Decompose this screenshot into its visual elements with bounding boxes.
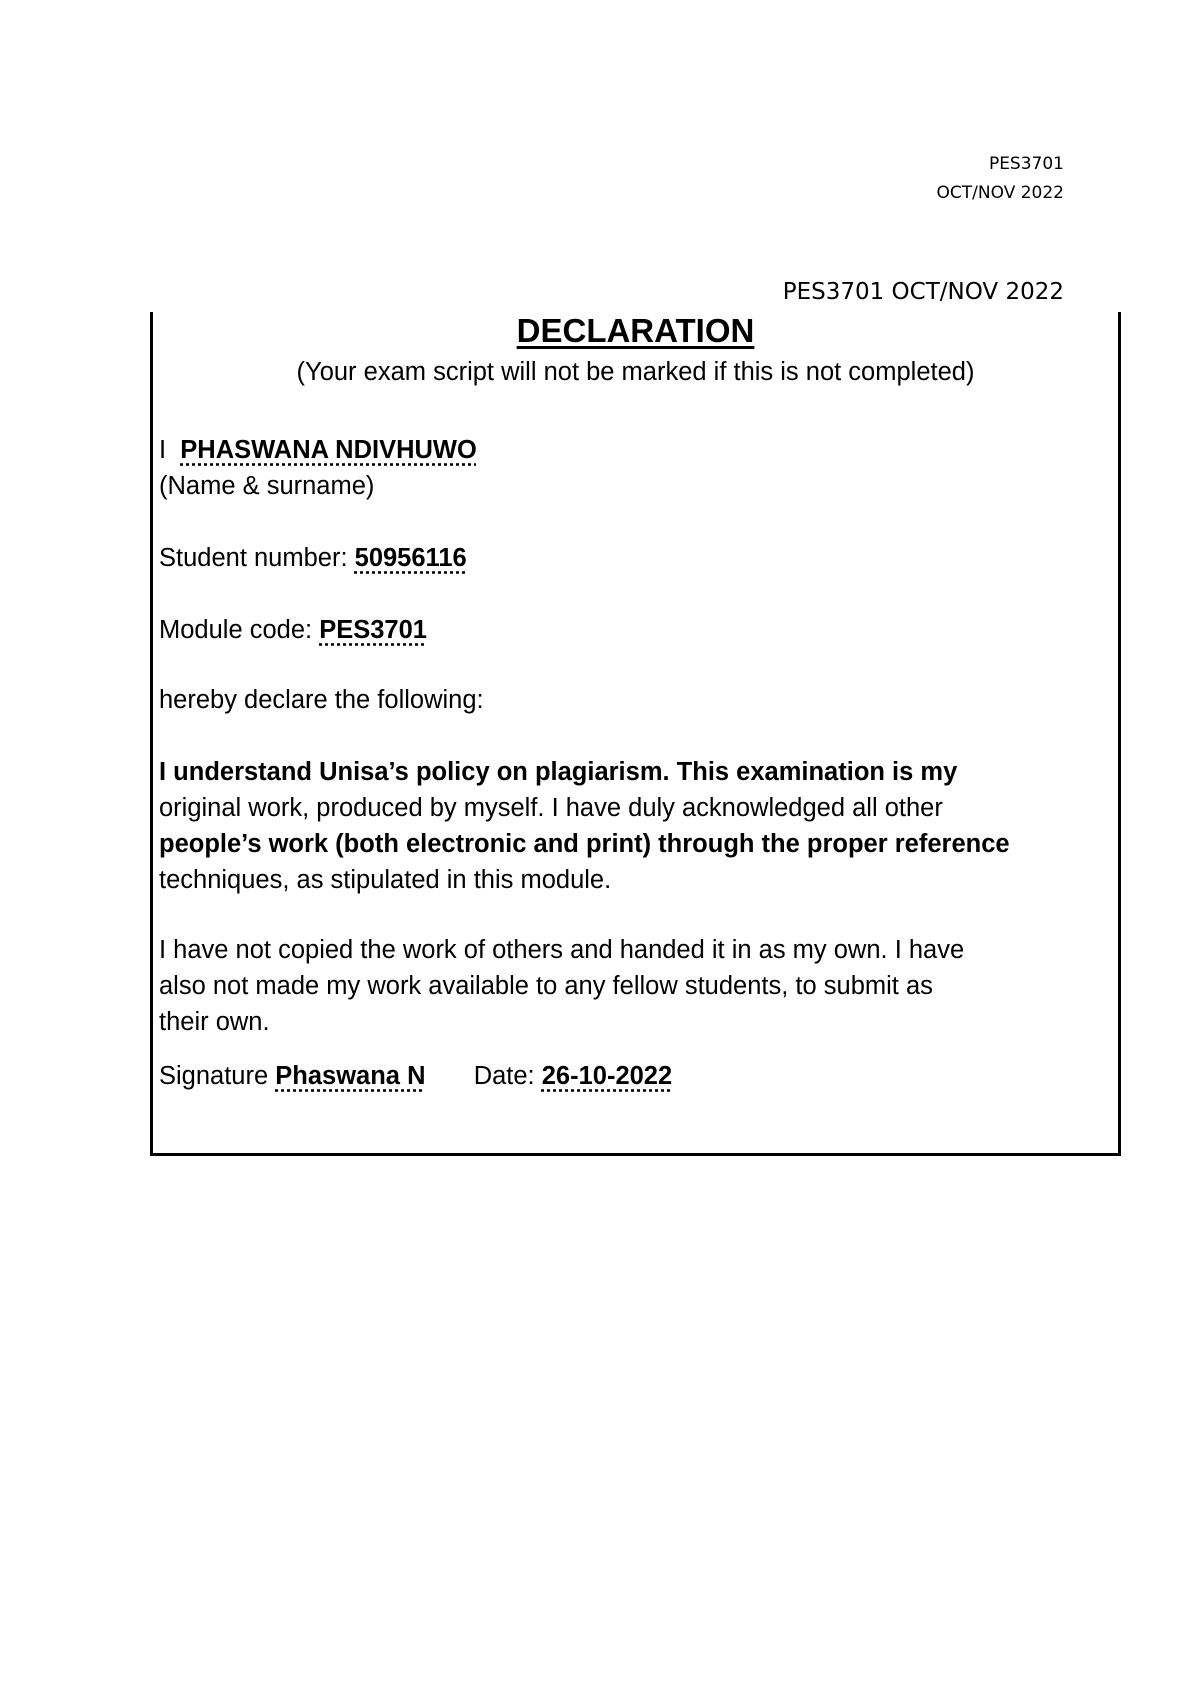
copying-line-3: their own. [159,1008,270,1036]
signature-value: Phaswana N [275,1062,426,1090]
module-code-label: Module code: [159,616,313,644]
hereby-declare: hereby declare the following: [159,686,484,714]
policy-paragraph [159,754,1099,898]
name-caption: (Name & surname) [159,472,375,500]
date-value: 26-10-2022 [541,1062,673,1090]
policy-line-4: techniques, as stipulated in this module. [159,866,612,894]
signature-label: Signature [159,1062,269,1090]
name-value: PHASWANA NDIVHUWO [180,436,477,464]
header-code-and-session: PES3701 OCT/NOV 2022 [782,279,1064,305]
policy-line-1: I understand Unisa’s policy on plagiarism. This examination is my [159,758,958,786]
name-line [159,432,477,468]
module-code-value: PES3701 [319,616,427,644]
student-number-line [159,540,467,576]
copying-paragraph [159,932,1099,1040]
date-label: Date: [473,1062,535,1090]
student-number-value: 50956116 [354,544,467,572]
declaration-box [150,312,1121,1156]
declaration-title: DECLARATION [516,312,755,349]
policy-line-3: people’s work (both electronic and print) through the proper reference [159,830,1010,858]
student-number-label: Student number: [159,544,348,572]
header-module-code: PES3701 [988,154,1064,174]
copying-line-1: I have not copied the work of others and handed it in as my own. I have [159,936,965,964]
module-code-line [159,612,427,648]
declaration-subtitle: (Your exam script will not be marked if this is not completed) [296,358,975,386]
policy-line-2: original work, produced by myself. I have duly acknowledged all other [159,794,943,822]
header-session: OCT/NOV 2022 [936,183,1064,203]
name-prefix: I [159,436,167,464]
copying-line-2: also not made my work available to any fellow students, to submit as [159,972,933,1000]
signature-line [159,1058,672,1094]
